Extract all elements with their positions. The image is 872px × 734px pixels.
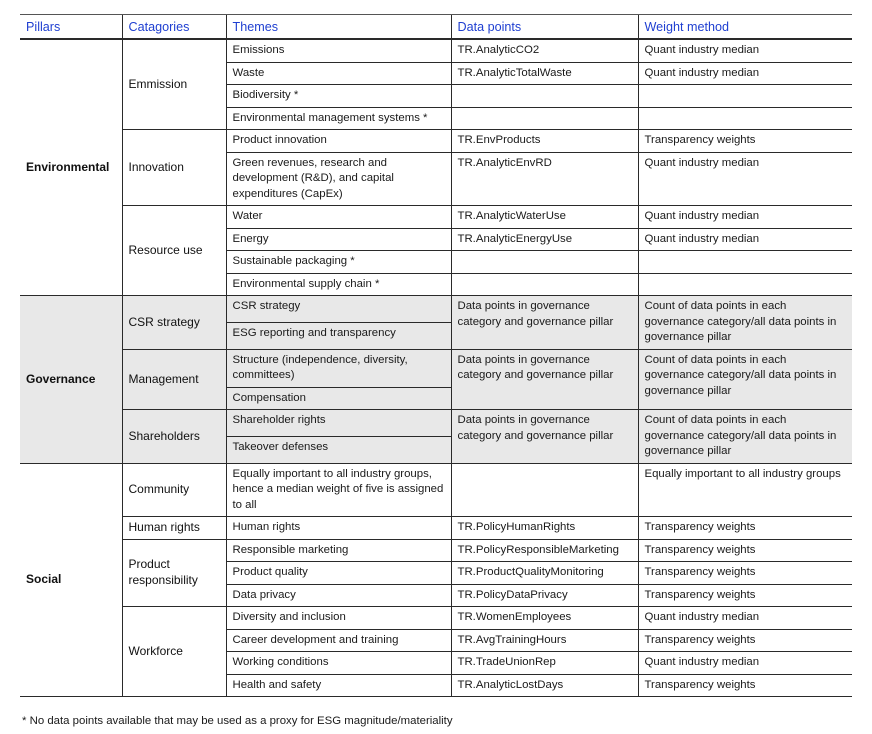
data-point-cell: TR.AnalyticCO2 bbox=[451, 39, 638, 62]
weight-method-cell: Quant industry median bbox=[638, 152, 852, 206]
category-cell: Innovation bbox=[122, 130, 226, 206]
pillar-cell: Governance bbox=[20, 296, 122, 464]
table-row bbox=[20, 607, 852, 630]
pillar-group-governance bbox=[20, 296, 852, 464]
category-cell: Shareholders bbox=[122, 410, 226, 464]
theme-cell: Shareholder rights bbox=[226, 410, 451, 437]
data-point-cell: TR.PolicyResponsibleMarketing bbox=[451, 539, 638, 562]
theme-cell: Compensation bbox=[226, 387, 451, 410]
table-header-row bbox=[20, 15, 852, 40]
weight-method-cell: Transparency weights bbox=[638, 539, 852, 562]
data-point-cell bbox=[451, 273, 638, 296]
category-cell: Resource use bbox=[122, 206, 226, 296]
data-point-cell: TR.AnalyticTotalWaste bbox=[451, 62, 638, 85]
table-row bbox=[20, 539, 852, 562]
theme-cell: Human rights bbox=[226, 517, 451, 540]
theme-cell: Environmental management systems * bbox=[226, 107, 451, 130]
category-cell: Management bbox=[122, 349, 226, 410]
table-row bbox=[20, 39, 852, 62]
esg-pillars-table bbox=[20, 14, 852, 697]
table-row bbox=[20, 463, 852, 517]
weight-method-cell: Transparency weights bbox=[638, 674, 852, 697]
table-row bbox=[20, 349, 852, 387]
pillar-group-social bbox=[20, 463, 852, 697]
weight-method-cell: Count of data points in each governance category/all data points in governance pillar bbox=[638, 349, 852, 410]
data-point-cell bbox=[451, 463, 638, 517]
data-point-cell: Data points in governance category and governance pillar bbox=[451, 410, 638, 464]
table-row bbox=[20, 410, 852, 437]
theme-cell: Biodiversity * bbox=[226, 85, 451, 108]
theme-cell: Health and safety bbox=[226, 674, 451, 697]
table-row bbox=[20, 517, 852, 540]
theme-cell: Energy bbox=[226, 228, 451, 251]
weight-method-cell: Count of data points in each governance category/all data points in governance pillar bbox=[638, 296, 852, 350]
table-row bbox=[20, 296, 852, 323]
data-point-cell bbox=[451, 107, 638, 130]
data-point-cell: TR.PolicyDataPrivacy bbox=[451, 584, 638, 607]
header-weight-method: Weight method bbox=[638, 15, 852, 40]
data-point-cell bbox=[451, 251, 638, 274]
theme-cell: ESG reporting and transparency bbox=[226, 322, 451, 349]
table-row bbox=[20, 130, 852, 153]
theme-cell: Waste bbox=[226, 62, 451, 85]
theme-cell: Diversity and inclusion bbox=[226, 607, 451, 630]
theme-cell: Working conditions bbox=[226, 652, 451, 675]
theme-cell: Structure (independence, diversity, committees) bbox=[226, 349, 451, 387]
weight-method-cell: Transparency weights bbox=[638, 629, 852, 652]
footnote: * No data points available that may be used as a proxy for ESG magnitude/materiality bbox=[22, 715, 453, 727]
data-point-cell: TR.TradeUnionRep bbox=[451, 652, 638, 675]
weight-method-cell: Quant industry median bbox=[638, 607, 852, 630]
category-cell: Human rights bbox=[122, 517, 226, 540]
pillar-cell: Environmental bbox=[20, 39, 122, 296]
header-pillars: Pillars bbox=[20, 15, 122, 40]
weight-method-cell: Transparency weights bbox=[638, 584, 852, 607]
weight-method-cell: Count of data points in each governance category/all data points in governance pillar bbox=[638, 410, 852, 464]
data-point-cell: TR.PolicyHumanRights bbox=[451, 517, 638, 540]
theme-cell: Product innovation bbox=[226, 130, 451, 153]
category-cell: Community bbox=[122, 463, 226, 517]
theme-cell: Environmental supply chain * bbox=[226, 273, 451, 296]
theme-cell: Career development and training bbox=[226, 629, 451, 652]
theme-cell: Sustainable packaging * bbox=[226, 251, 451, 274]
weight-method-cell bbox=[638, 107, 852, 130]
theme-cell: Green revenues, research and development (R&D), and capital expenditures (CapEx) bbox=[226, 152, 451, 206]
table-row bbox=[20, 206, 852, 229]
data-point-cell bbox=[451, 85, 638, 108]
data-point-cell: TR.WomenEmployees bbox=[451, 607, 638, 630]
category-cell: Workforce bbox=[122, 607, 226, 697]
data-point-cell: TR.AvgTrainingHours bbox=[451, 629, 638, 652]
data-point-cell: TR.AnalyticWaterUse bbox=[451, 206, 638, 229]
data-point-cell: TR.EnvProducts bbox=[451, 130, 638, 153]
weight-method-cell bbox=[638, 273, 852, 296]
theme-cell: Product quality bbox=[226, 562, 451, 585]
data-point-cell: TR.AnalyticLostDays bbox=[451, 674, 638, 697]
theme-cell: Water bbox=[226, 206, 451, 229]
category-cell: Emmission bbox=[122, 39, 226, 130]
theme-cell: Emissions bbox=[226, 39, 451, 62]
data-point-cell: TR.AnalyticEnvRD bbox=[451, 152, 638, 206]
category-cell: Product responsibility bbox=[122, 539, 226, 607]
weight-method-cell: Quant industry median bbox=[638, 62, 852, 85]
weight-method-cell: Equally important to all industry groups bbox=[638, 463, 852, 517]
header-themes: Themes bbox=[226, 15, 451, 40]
theme-cell: Takeover defenses bbox=[226, 436, 451, 463]
data-point-cell: TR.ProductQualityMonitoring bbox=[451, 562, 638, 585]
weight-method-cell: Quant industry median bbox=[638, 206, 852, 229]
header-categories: Catagories bbox=[122, 15, 226, 40]
data-point-cell: Data points in governance category and governance pillar bbox=[451, 349, 638, 410]
weight-method-cell: Quant industry median bbox=[638, 652, 852, 675]
weight-method-cell: Quant industry median bbox=[638, 39, 852, 62]
pillar-group-environmental bbox=[20, 39, 852, 296]
weight-method-cell: Quant industry median bbox=[638, 228, 852, 251]
weight-method-cell: Transparency weights bbox=[638, 517, 852, 540]
data-point-cell: Data points in governance category and governance pillar bbox=[451, 296, 638, 350]
weight-method-cell: Transparency weights bbox=[638, 562, 852, 585]
category-cell: CSR strategy bbox=[122, 296, 226, 350]
weight-method-cell bbox=[638, 251, 852, 274]
theme-cell: Equally important to all industry groups, hence a median weight of five is assigned to all bbox=[226, 463, 451, 517]
weight-method-cell bbox=[638, 85, 852, 108]
pillar-cell: Social bbox=[20, 463, 122, 697]
theme-cell: CSR strategy bbox=[226, 296, 451, 323]
header-data-points: Data points bbox=[451, 15, 638, 40]
data-point-cell: TR.AnalyticEnergyUse bbox=[451, 228, 638, 251]
theme-cell: Data privacy bbox=[226, 584, 451, 607]
weight-method-cell: Transparency weights bbox=[638, 130, 852, 153]
theme-cell: Responsible marketing bbox=[226, 539, 451, 562]
